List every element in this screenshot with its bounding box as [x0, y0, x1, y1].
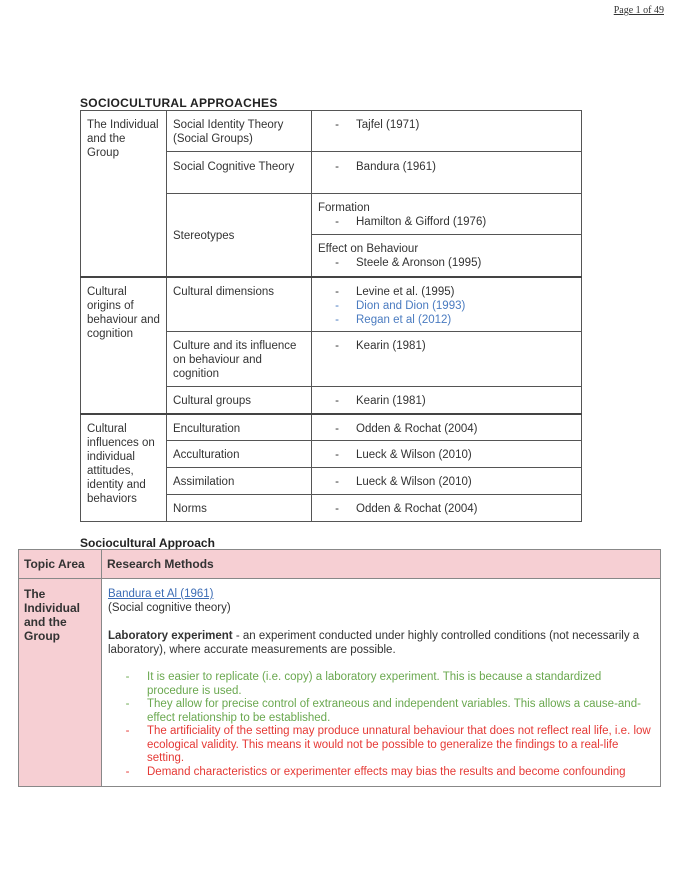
- page-number: Page 1 of 49: [613, 5, 664, 16]
- refs-cell: Formation - Hamilton & Gifford (1976): [312, 194, 582, 235]
- area-cell: Cultural influences on individual attitudes, identity and behaviors: [81, 414, 167, 522]
- area-cell: Cultural origins of behaviour and cognition: [81, 277, 167, 414]
- refs-cell: - Odden & Rochat (2004): [312, 495, 582, 522]
- reference: Regan et al (2012): [356, 313, 452, 326]
- refs-cell: - Levine et al. (1995) - Dion and Dion (1993) - Regan et al (2012): [312, 277, 582, 332]
- limitation-item: - Demand characteristics or experimenter effects may bias the results and become confounding: [125, 765, 626, 778]
- topic-cell: Norms: [167, 495, 312, 522]
- strength-item: - It is easier to replicate (i.e. copy) a laboratory experiment. This is because a standardized procedure is used.: [125, 671, 602, 697]
- method-definition: [108, 629, 655, 657]
- methods-cell: [102, 579, 661, 787]
- header-research-methods: Research Methods: [102, 550, 661, 579]
- refs-cell: - Bandura (1961): [312, 152, 582, 194]
- limitation-item: - The artificiality of the setting may produce unnatural behaviour that does not reflect real life, i.e. low ecological validity. This means it would not be possible to generalize the findings to a real-life setting.: [125, 725, 651, 764]
- reference: Hamilton & Gifford (1976): [356, 216, 487, 228]
- reference: Lueck & Wilson (2010): [356, 449, 472, 461]
- topic-cell: Assimilation: [167, 468, 312, 495]
- method-name: Laboratory experiment: [108, 630, 233, 642]
- methods-title: Sociocultural Approach: [80, 536, 215, 550]
- refs-cell: - Lueck & Wilson (2010): [312, 468, 582, 495]
- reference: Odden & Rochat (2004): [356, 422, 478, 435]
- reference: Kearin (1981): [356, 395, 426, 407]
- reference: Steele & Aronson (1995): [356, 257, 482, 269]
- refs-cell: Effect on Behaviour - Steele & Aronson (1995): [312, 235, 582, 277]
- area-cell: The Individual and the Group: [81, 111, 167, 277]
- reference: Tajfel (1971): [356, 119, 420, 131]
- topic-cell: Stereotypes: [167, 194, 312, 277]
- overview-table: [80, 110, 582, 522]
- refs-cell: - Odden & Rochat (2004): [312, 414, 582, 441]
- reference: Lueck & Wilson (2010): [356, 476, 472, 488]
- reference: Levine et al. (1995): [356, 285, 455, 298]
- topic-cell: Acculturation: [167, 441, 312, 468]
- reference: Odden & Rochat (2004): [356, 503, 478, 515]
- reference: Bandura (1961): [356, 161, 436, 173]
- evaluation-list: [108, 671, 655, 779]
- topic-cell: Social Cognitive Theory: [167, 152, 312, 194]
- study-note: (Social cognitive theory): [108, 602, 231, 614]
- refs-cell: - Lueck & Wilson (2010): [312, 441, 582, 468]
- topic-cell: Social Identity Theory (Social Groups): [167, 111, 312, 152]
- refs-cell: - Kearin (1981): [312, 332, 582, 387]
- topic-area-cell: The Individual and the Group: [19, 579, 102, 787]
- study-link[interactable]: Bandura et Al (1961): [108, 588, 214, 600]
- strength-item: - They allow for precise control of extraneous and independent variables. This allows a cause-and-effect relationship to be established.: [125, 698, 641, 724]
- reference: Dion and Dion (1993): [356, 299, 466, 312]
- reference: Kearin (1981): [356, 340, 426, 352]
- header-topic-area: Topic Area: [19, 550, 102, 579]
- method-description: - an experiment conducted under highly controlled conditions (not necessarily a laboratory), where accurate measurements are possible.: [108, 630, 640, 656]
- section-title: SOCIOCULTURAL APPROACHES: [80, 96, 278, 110]
- topic-cell: Cultural dimensions: [167, 277, 312, 332]
- methods-table: [18, 549, 661, 787]
- refs-cell: - Tajfel (1971): [312, 111, 582, 152]
- sub-label: Effect on Behaviour: [318, 243, 419, 255]
- topic-cell: Culture and its influence on behaviour and cognition: [167, 332, 312, 387]
- sub-label: Formation: [318, 202, 370, 214]
- topic-cell: Cultural groups: [167, 387, 312, 414]
- refs-cell: - Kearin (1981): [312, 387, 582, 414]
- topic-cell: Enculturation: [167, 414, 312, 441]
